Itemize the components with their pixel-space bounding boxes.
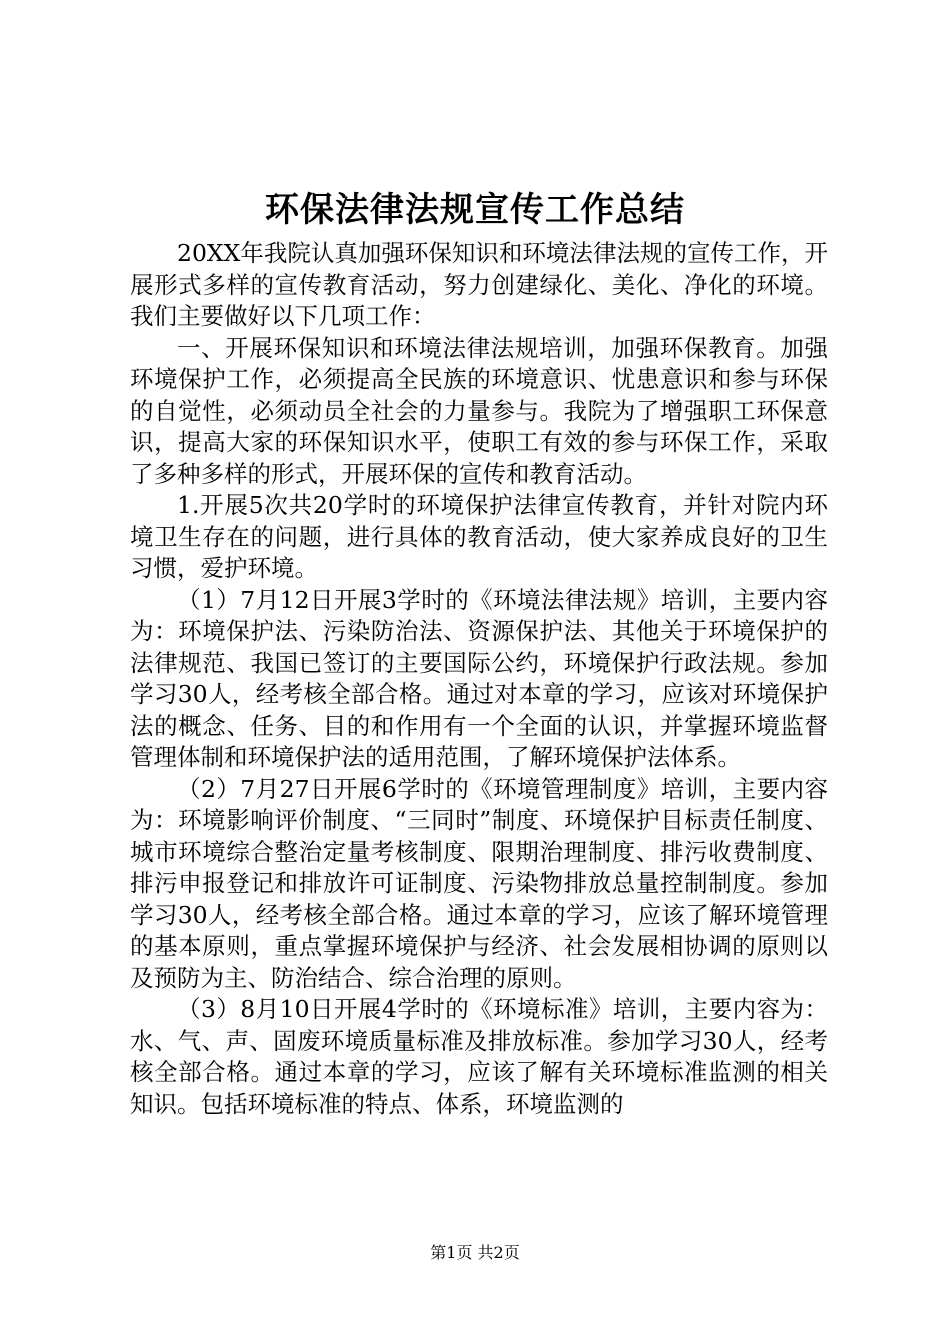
paragraph-item-one: 1.开展5次共20学时的环境保护法律宣传教育，并针对院内环境卫生存在的问题，进行具体的教育活动，使大家养成良好的卫生习惯，爱护环境。 [130, 491, 828, 582]
paragraph-training-law: （1）7月12日开展3学时的《环境法律法规》培训，主要内容为：环境保护法、污染防治法、资源保护法、其他关于环境保护的法律规范、我国已签订的主要国际公约，环境保护行政法规。参加学习30人，经考核全部合格。通过对本章的学习，应该对环境保护法的概念、任务、目的和作用有一个全面的认识，并掌握环境监督管理体制和环境保护法的适用范围，了解环境保护法体系。 [130, 585, 828, 771]
paragraph-section-one: 一、开展环保知识和环境法律法规培训，加强环保教育。加强环境保护工作，必须提高全民族的环境意识、忧患意识和参与环保的自觉性，必须动员全社会的力量参与。我院为了增强职工环保意识，提高大家的环保知识水平，使职工有效的参与环保工作，采取了多种多样的形式，开展环保的宣传和教育活动。 [130, 333, 828, 488]
paragraph-training-standards: （3）8月10日开展4学时的《环境标准》培训，主要内容为：水、气、声、固废环境质量标准及排放标准。参加学习30人，经考核全部合格。通过本章的学习，应该了解有关环境标准监测的相关知识。包括环境标准的特点、体系，环境监测的 [130, 995, 828, 1118]
page-footer: 第1页 共2页 [430, 1243, 520, 1262]
paragraph-intro: 20XX年我院认真加强环保知识和环境法律法规的宣传工作，开展形式多样的宣传教育活动，努力创建绿化、美化、净化的环境。我们主要做好以下几项工作： [130, 239, 828, 330]
document-body [130, 238, 828, 1120]
paragraph-training-management: （2）7月27日开展6学时的《环境管理制度》培训，主要内容为：环境影响评价制度、“三同时”制度、环境保护目标责任制度、城市环境综合整治定量考核制度、限期治理制度、排污收费制度、排污申报登记和排放许可证制度、污染物排放总量控制制度。参加学习30人，经考核全部合格。通过本章的学习，应该了解环境管理的基本原则，重点掌握环境保护与经济、社会发展相协调的原则以及预防为主、防治结合、综合治理的原则。 [130, 774, 828, 992]
document-title: 环保法律法规宣传工作总结 [265, 190, 685, 230]
